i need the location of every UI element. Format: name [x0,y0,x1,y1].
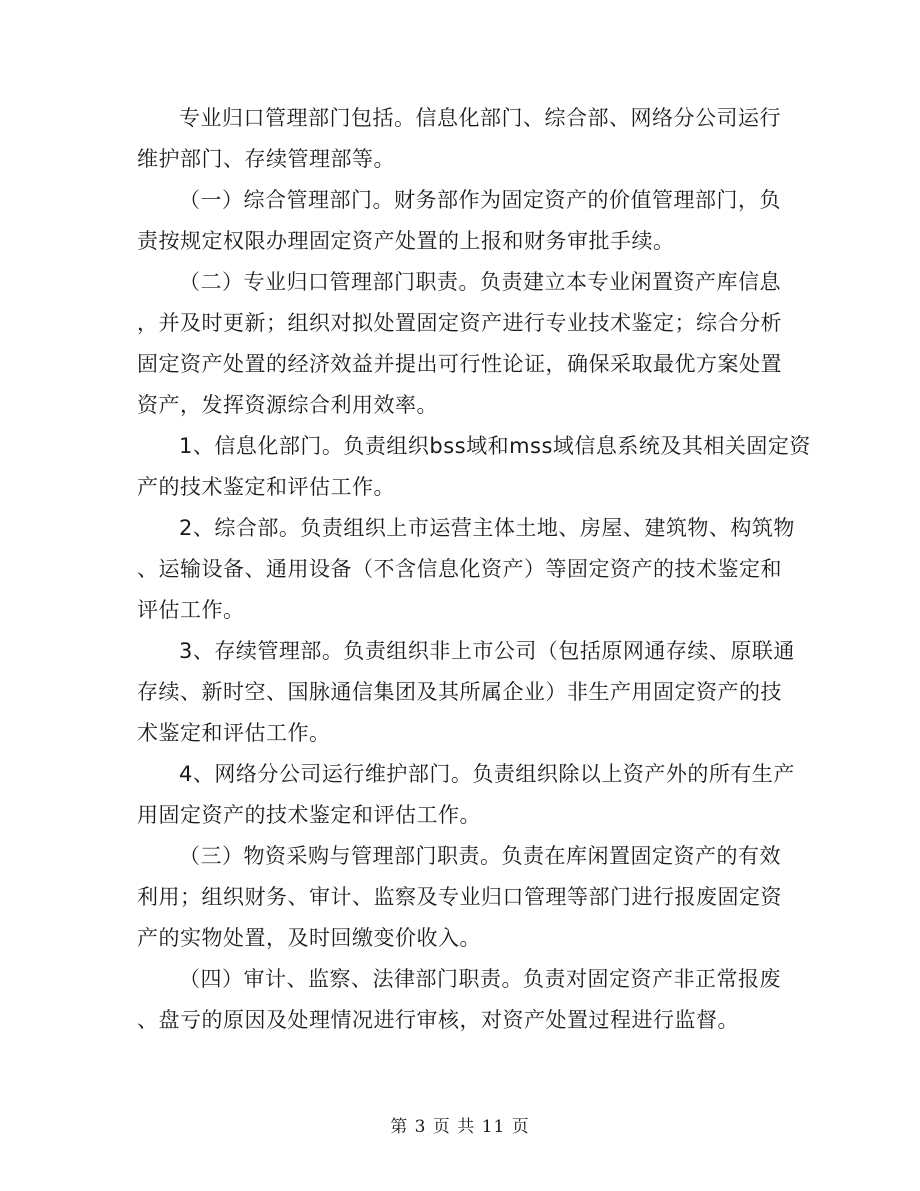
text-line: 评估工作。 [137,598,245,622]
text-line: 1、信息化部门。负责组织bss域和mss域信息系统及其相关固定资 [179,434,811,458]
paragraph-scope [137,98,787,180]
text-line: 4、网络分公司运行维护部门。负责组织除以上资产外的所有生产 [179,762,795,786]
text-line: 3、存续管理部。负责组织非上市公司（包括原网通存续、原联通 [179,639,795,663]
text-line: 产的实物处置，及时回缴变价收入。 [137,926,481,950]
page-number-footer: 第 3 页 共 11 页 [390,1117,530,1137]
paragraph-it-dept [137,426,811,508]
text-line: 2、综合部。负责组织上市运营主体土地、房屋、建筑物、构筑物 [179,516,795,540]
text-line: 、盘亏的原因及处理情况进行审核，对资产处置过程进行监督。 [137,1008,739,1032]
text-line: 、运输设备、通用设备（不含信息化资产）等固定资产的技术鉴定和 [137,557,782,581]
paragraph-network-dept [137,754,795,836]
text-line: 维护部门、存续管理部等。 [137,147,395,171]
text-line: （二）专业归口管理部门职责。负责建立本专业闲置资产库信息 [179,270,781,294]
text-line: 产的技术鉴定和评估工作。 [137,475,395,499]
text-line: ，并及时更新；组织对拟处置固定资产进行专业技术鉴定；综合分析 [137,311,782,335]
text-line: （三）物资采购与管理部门职责。负责在库闲置固定资产的有效 [179,844,781,868]
text-line: 存续、新时空、国脉通信集团及其所属企业）非生产用固定资产的技 [137,680,782,704]
text-line: 用固定资产的技术鉴定和评估工作。 [137,803,481,827]
paragraph-professional-dept [137,262,787,426]
paragraph-audit-dept [137,959,787,1041]
text-line: 资产，发挥资源综合利用效率。 [137,393,438,417]
text-line: （一）综合管理部门。财务部作为固定资产的价值管理部门，负 [179,188,781,212]
text-line: 专业归口管理部门包括。信息化部门、综合部、网络分公司运行 [179,106,781,130]
paragraph-legacy-dept [137,631,795,754]
paragraph-procurement-dept [137,836,787,959]
text-line: （四）审计、监察、法律部门职责。负责对固定资产非正常报废 [179,967,781,991]
document-body [137,98,811,1041]
text-line: 利用；组织财务、审计、监察及专业归口管理等部门进行报废固定资 [137,885,782,909]
paragraph-finance-dept [137,180,787,262]
text-line: 固定资产处置的经济效益并提出可行性论证，确保采取最优方案处置 [137,352,782,376]
text-line: 责按规定权限办理固定资产处置的上报和财务审批手续。 [137,229,675,253]
paragraph-general-dept [137,508,795,631]
text-line: 术鉴定和评估工作。 [137,721,331,745]
